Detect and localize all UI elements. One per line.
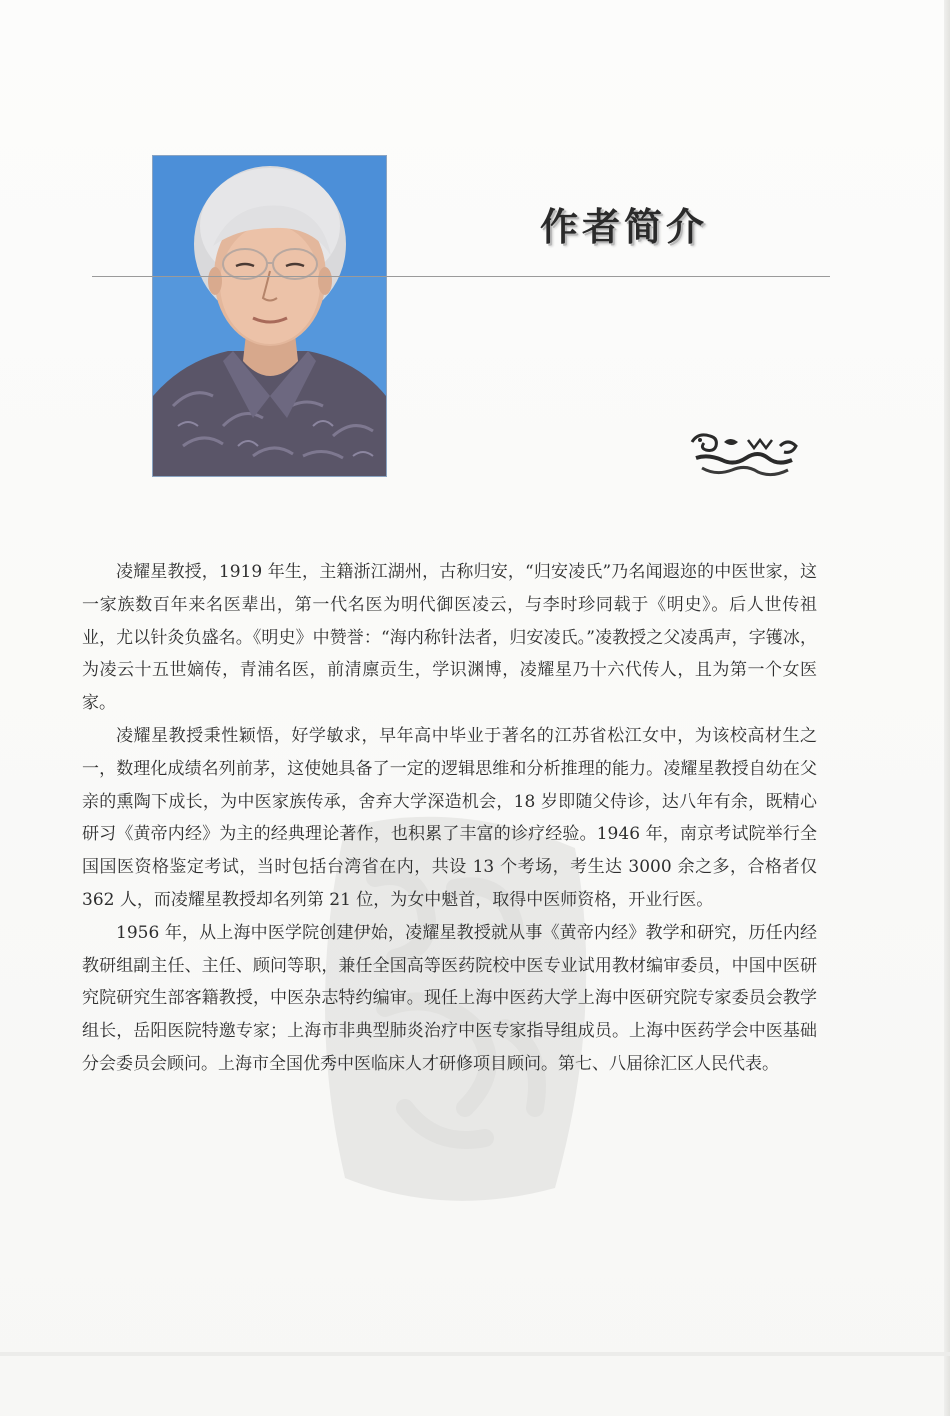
page-edge [944, 0, 950, 1416]
paragraph: 凌耀星教授秉性颖悟，好学敏求，早年高中毕业于著名的江苏省松江女中，为该校高材生之一，数理化成绩名列前茅，这使她具备了一定的逻辑思维和分析推理的能力。凌耀星教授自幼在父亲的熏陶下成长，为中医家族传承，舍弃大学深造机会，18 岁即随父侍诊，达八年有余，既精心研习《黄帝内经》为主的经典理论著作，也积累了丰富的诊疗经验。1946 年，南京考试院举行全国国医资格鉴定考试，当时包括台湾省在内，共设 13 个考场，考生达 3000 余之多，合格者仅 362 人，而凌耀星教授却名列第 21 位，为女中魁首，取得中医师资格，开业行医。 [82, 725, 817, 910]
paragraph: 1956 年，从上海中医学院创建伊始，凌耀星教授就从事《黄帝内经》教学和研究，历任内经教研组副主任、主任、顾问等职，兼任全国高等医药院校中医专业试用教材编审委员，中国中医研究院研究生部客籍教授，中医杂志特约编审。现任上海中医药大学上海中医研究院专家委员会教学组长，岳阳医院特邀专家；上海市非典型肺炎治疗中医专家指导组成员。上海中医药学会中医基础分会委员会顾问。上海市全国优秀中医临床人才研修项目顾问。第七、八届徐汇区人民代表。 [82, 922, 817, 1074]
dragon-ornament-icon [688, 428, 803, 480]
author-portrait [152, 155, 387, 477]
page-title: 作者简介 [540, 205, 709, 249]
paragraph: 凌耀星教授，1919 年生，主籍浙江湖州，古称归安，“归安凌氏”乃名闻遐迩的中医世家，这一家族数百年来名医辈出，第一代名医为明代御医凌云，与李时珍同载于《明史》。后人世传祖业，尤以针灸负盛名。《明史》中赞誉：“海内称针法者，归安凌氏。”凌教授之父凌禹声，字镬冰，为凌云十五世嫡传，青浦名医，前清廪贡生，学识渊博，凌耀星乃十六代传人，且为第一个女医家。 [82, 562, 817, 714]
biography-text [82, 556, 817, 1081]
title-divider [92, 276, 830, 277]
page-bottom-edge [0, 1352, 950, 1356]
